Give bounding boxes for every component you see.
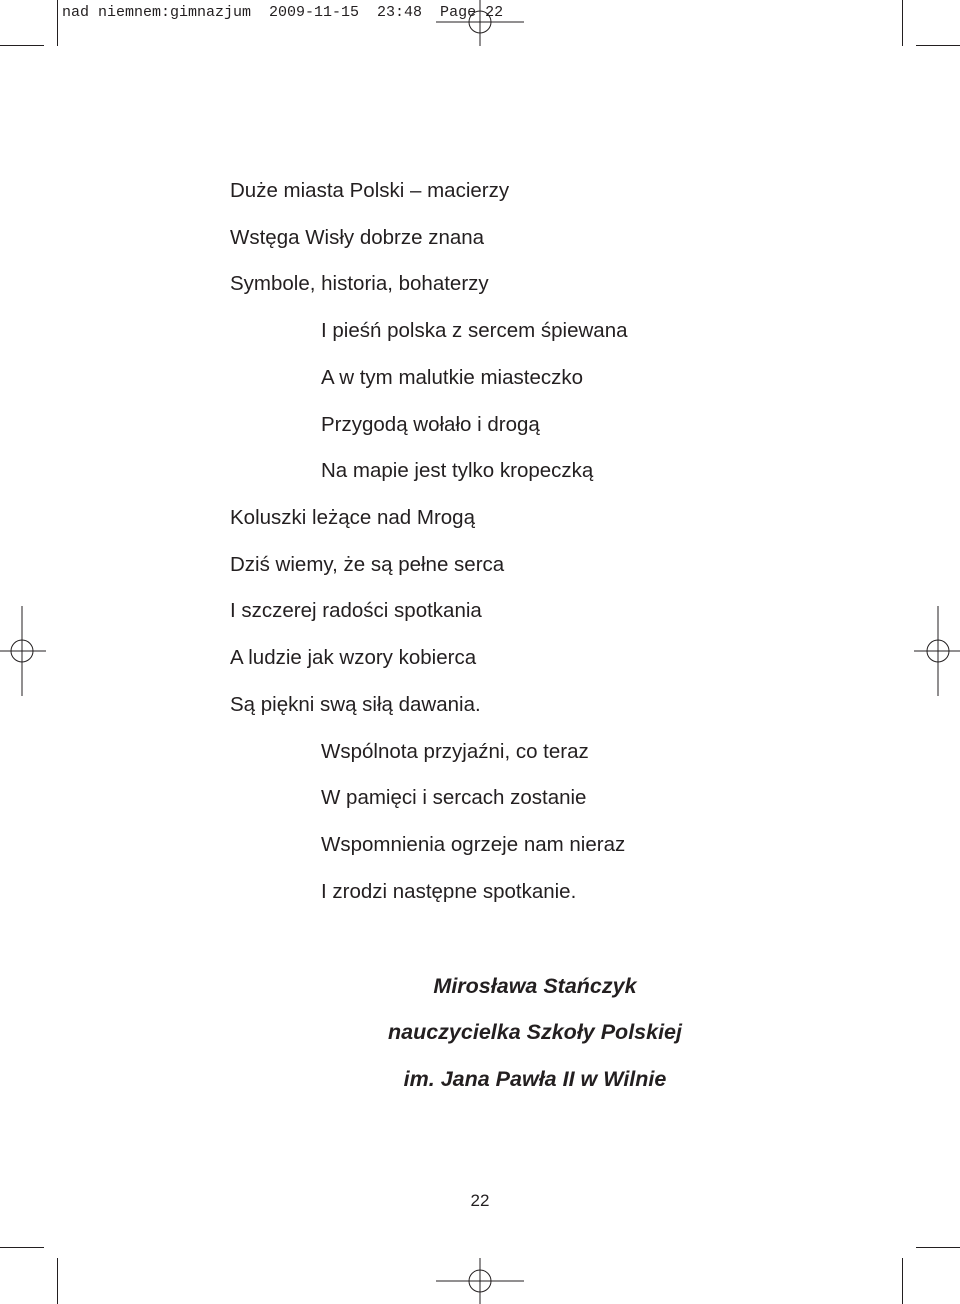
- registration-mark-bottom: [436, 1258, 524, 1304]
- poem-line: Wspólnota przyjaźni, co teraz: [321, 740, 589, 763]
- poem-line: Na mapie jest tylko kropeczką: [321, 459, 594, 482]
- poem-line: Wspomnienia ogrzeje nam nieraz: [321, 833, 626, 856]
- poem-line: Przygodą wołało i drogą: [321, 413, 540, 436]
- poem-line: Symbole, historia, bohaterzy: [230, 272, 489, 295]
- poem-line: I pieśń polska z sercem śpiewana: [321, 319, 628, 342]
- author-school: im. Jana Pawła II w Wilnie: [403, 1067, 667, 1091]
- poem-line: I zrodzi następne spotkanie.: [321, 880, 577, 903]
- poem-line: Wstęga Wisły dobrze znana: [230, 226, 485, 249]
- registration-mark-top: [436, 0, 524, 46]
- poem-line: W pamięci i sercach zostanie: [321, 786, 587, 809]
- page-number: 22: [470, 1191, 490, 1210]
- poem-line: A w tym malutkie miasteczko: [321, 366, 584, 389]
- author-name: Mirosława Stańczyk: [433, 974, 637, 998]
- registration-mark-right: [914, 606, 960, 696]
- poem-line: Duże miasta Polski – macierzy: [230, 179, 510, 202]
- print-slug-line: nad niemnem:gimnazjum 2009-11-15 23:48 Page 22: [62, 4, 504, 21]
- registration-mark-left: [0, 606, 46, 696]
- author-role: nauczycielka Szkoły Polskiej: [388, 1020, 682, 1044]
- poem-line: Koluszki leżące nad Mrogą: [230, 506, 475, 529]
- poem-line: I szczerej radości spotkania: [230, 599, 482, 622]
- poem-line: Są piękni swą siłą dawania.: [230, 693, 481, 716]
- poem-line: A ludzie jak wzory kobierca: [230, 646, 477, 669]
- poem-line: Dziś wiemy, że są pełne serca: [230, 553, 505, 576]
